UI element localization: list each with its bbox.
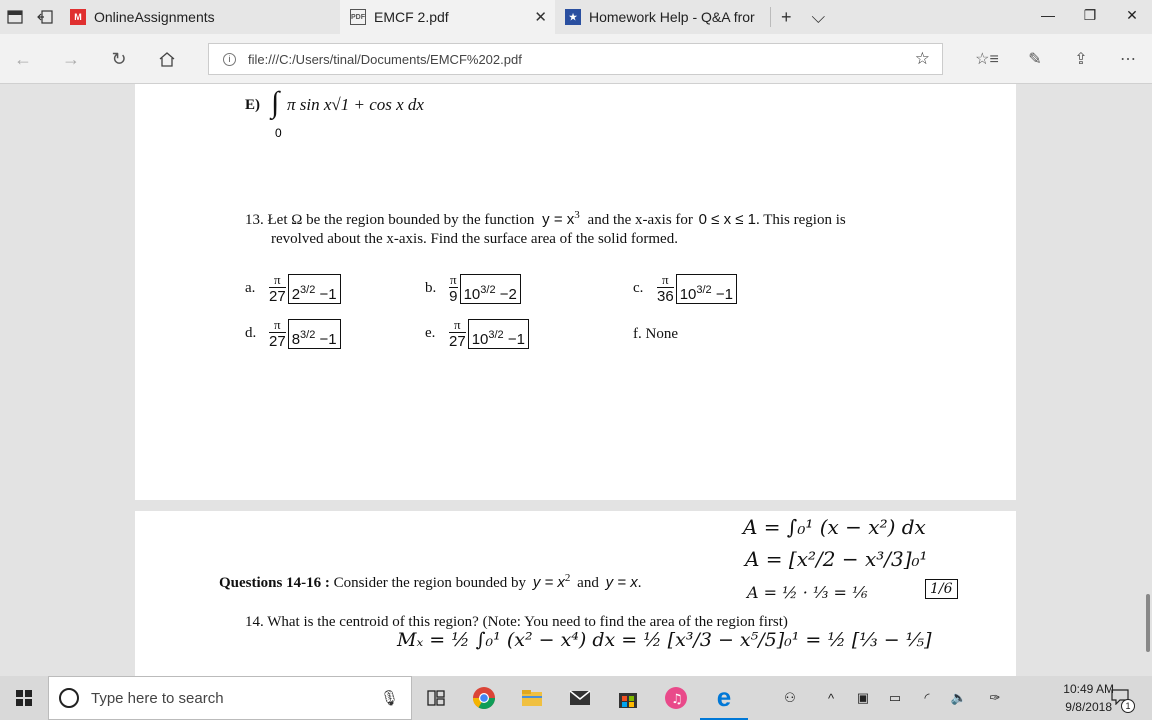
itunes-icon[interactable] xyxy=(652,676,700,720)
handwritten-area-antiderivative: A = [x²/2 − x³/3]₀¹ xyxy=(745,547,928,571)
microphone-icon[interactable]: 🎙 xyxy=(379,690,399,707)
windows-logo-icon xyxy=(16,690,32,706)
clock-time: 10:49 AM xyxy=(1063,682,1114,696)
tab-preview-icon[interactable] xyxy=(0,0,30,34)
tab-title: EMCF 2.pdf xyxy=(374,9,449,25)
set-aside-tabs-icon[interactable] xyxy=(30,0,60,34)
favorite-star-icon[interactable]: ☆ xyxy=(914,49,930,68)
windows-taskbar xyxy=(0,676,1152,720)
cortana-circle-icon xyxy=(59,688,79,708)
handwritten-area-integral: A = ∫₀¹ (x − x²) dx xyxy=(743,515,926,539)
choice-d: d. $\frac{\pi}{27}$ $8^{3/2} -1$ xyxy=(245,317,341,350)
back-arrow-icon[interactable]: ← xyxy=(14,48,32,69)
minimize-icon[interactable]: — xyxy=(1041,7,1055,23)
integrand: π sin x√1 + cos x dx xyxy=(287,95,424,114)
tab-title: OnlineAssignments xyxy=(94,9,215,25)
navigation-bar xyxy=(0,34,1152,84)
edge-icon[interactable]: e xyxy=(700,676,748,720)
notification-count-badge: 1 xyxy=(1121,699,1135,713)
action-center-icon[interactable] xyxy=(1108,676,1132,720)
share-icon[interactable]: ⇪ xyxy=(1074,51,1088,68)
tab-title: Homework Help - Q&A fror xyxy=(589,9,755,25)
integral-sign: ∫ xyxy=(271,86,280,119)
pdf-page-1 xyxy=(135,84,1016,500)
search-placeholder: Type here to search xyxy=(91,689,224,707)
chevron-up-icon[interactable]: ^ xyxy=(827,690,835,706)
handwritten-boxed-answer: 1/6 xyxy=(925,579,958,599)
tab-homework-help[interactable] xyxy=(555,0,770,34)
choice-b: b. $\frac{\pi}{9}$ $10^{3/2} -2$ xyxy=(425,272,521,305)
volume-icon[interactable]: 🔈 xyxy=(950,690,968,705)
choice-e-label: E) xyxy=(245,97,260,113)
url-text: file:///C:/Users/tinal/Documents/EMCF%202.pdf xyxy=(248,51,522,67)
pdf-favicon: PDF xyxy=(350,9,366,25)
tab-online-assignments[interactable] xyxy=(60,0,260,34)
pdf-viewer[interactable] xyxy=(0,84,1152,676)
vertical-scrollbar[interactable] xyxy=(1146,594,1150,652)
svg-text:♫: ♫ xyxy=(671,692,683,707)
system-clock[interactable] xyxy=(1063,680,1114,716)
forward-arrow-icon[interactable]: → xyxy=(62,48,80,69)
favorites-list-icon[interactable]: ☆≡ xyxy=(975,51,999,68)
question-13-line-1: 13. Łet Ω be the region bounded by the function $y = x^3$ and the x-axis for 0 ≤ x ≤ 1. This region is xyxy=(245,209,846,228)
online-assignments-favicon: M xyxy=(70,9,86,25)
battery-icon[interactable]: ▭ xyxy=(888,690,902,705)
integral-lower-limit: 0 xyxy=(275,126,282,140)
info-icon[interactable]: i xyxy=(223,53,236,66)
store-icon[interactable] xyxy=(604,676,652,720)
pen-workspace-icon[interactable]: ✑ xyxy=(989,690,1001,705)
wifi-icon[interactable]: ◜ xyxy=(924,690,930,705)
file-explorer-icon[interactable] xyxy=(508,676,556,720)
address-bar[interactable] xyxy=(208,43,943,75)
homework-help-favicon: ★ xyxy=(565,9,581,25)
choice-e: e. $\frac{\pi}{27}$ $10^{3/2} -1$ xyxy=(425,317,529,350)
task-view-icon[interactable] xyxy=(412,676,460,720)
clock-date: 9/8/2018 xyxy=(1065,700,1112,714)
handwritten-moment-mx: Mₓ = ½ ∫₀¹ (x² − x⁴) dx = ½ [x³/3 − x⁵/5]₀¹ = ½ [⅓ − ⅕] xyxy=(397,629,932,651)
mail-icon[interactable] xyxy=(556,676,604,720)
choice-f: f. None xyxy=(633,326,678,342)
start-button[interactable] xyxy=(0,676,48,720)
close-window-icon[interactable]: ✕ xyxy=(1126,6,1138,23)
restore-icon[interactable]: ❐ xyxy=(1083,6,1097,23)
questions-14-16-intro: Questions 14-16 : Consider the region bounded by $y = x^2$ and y = x. xyxy=(219,572,642,591)
more-icon[interactable]: ⋯ xyxy=(1120,51,1136,68)
people-icon[interactable]: ⚇ xyxy=(784,690,796,705)
chevron-down-icon[interactable]: ⌵ xyxy=(811,6,826,27)
chrome-icon[interactable] xyxy=(460,676,508,720)
close-tab-icon[interactable]: ✕ xyxy=(534,9,547,26)
question-13-line-2: revolved about the x-axis. Find the surface area of the solid formed. xyxy=(271,231,678,247)
pen-notes-icon[interactable]: ✎ xyxy=(1028,51,1042,68)
network-device-icon[interactable]: ▣ xyxy=(856,690,870,705)
question-14: 14. What is the centroid of this region? (Note: You need to find the area of the region first) xyxy=(245,614,788,630)
new-tab-icon[interactable]: + xyxy=(781,6,792,27)
tab-bar xyxy=(0,0,1152,34)
choice-a: a. $\frac{\pi}{27}$ $2^{3/2} -1$ xyxy=(245,272,341,305)
tab-emcf-pdf[interactable] xyxy=(340,0,555,34)
choice-c: c. $\frac{\pi}{36}$ $10^{3/2} -1$ xyxy=(633,272,737,305)
home-icon[interactable] xyxy=(154,46,180,72)
refresh-icon[interactable]: ↻ xyxy=(111,48,127,69)
handwritten-area-result: A = ½ · ⅓ = ⅙ xyxy=(747,583,868,602)
taskbar-search-box[interactable] xyxy=(48,676,412,720)
pdf-page-2 xyxy=(135,511,1016,681)
